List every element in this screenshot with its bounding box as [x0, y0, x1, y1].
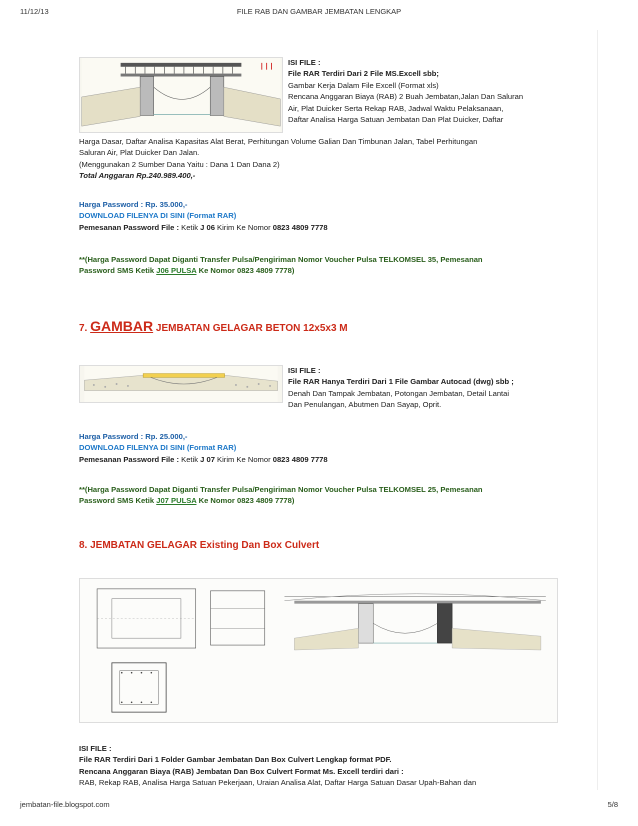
bridge-section-drawing [80, 58, 282, 132]
note-text: Password SMS Ketik [79, 266, 157, 276]
download-link[interactable]: DOWNLOAD FILENYA DI SINI (Format RAR) [79, 211, 237, 221]
header-date: 11/12/13 [20, 7, 49, 16]
pesan-text: Kirim Ke Nomor [214, 454, 273, 464]
pulsa-link[interactable]: J07 PULSA [156, 496, 197, 506]
section7-title [79, 318, 348, 334]
harga-password: Harga Password : Rp. 35.000,- [79, 200, 188, 209]
pesan-code: J 06 [200, 222, 215, 232]
section8-isi-file [79, 743, 559, 789]
section7-isi-file [288, 365, 588, 411]
isi-file-line: Denah Dan Tampak Jembatan, Potongan Jembatan, Detail Lantai [288, 388, 510, 398]
title-rest: JEMBATAN GELAGAR BETON 12x5x3 M [153, 323, 348, 334]
harga-password: Harga Password : Rp. 25.000,- [79, 432, 188, 441]
pesan-label: Pemesanan Password File : [79, 222, 182, 232]
title-keyword: GAMBAR [90, 318, 154, 334]
total-anggaran: Total Anggaran Rp.240.989.400,- [79, 171, 196, 181]
isi-file-label: ISI FILE : [288, 58, 321, 67]
page-divider [597, 30, 598, 790]
section6-isi-file [288, 57, 588, 125]
pesan-nomor: 0823 4809 7778 [272, 454, 328, 464]
body-line: Harga Dasar, Daftar Analisa Kapasitas Alat Berat, Perhitungan Volume Galian Dan Timbunan Jalan, Tabel Perhitungan [79, 137, 478, 146]
isi-file-line: Dan Penulangan, Abutmen Dan Sayap, Oprit. [288, 400, 442, 410]
isi-file-label: ISI FILE : [288, 366, 321, 375]
box-culvert-drawing [80, 579, 557, 722]
isi-file-line: RAB, Rekap RAB, Analisa Harga Satuan Pekerjaan, Uraian Analisa Alat, Daftar Harga Satuan Dasar Upah-Bahan dan [79, 778, 477, 788]
isi-file-line: Air, Plat Duicker Serta Rekap RAB, Jadwal Waktu Pelaksanaan, [288, 103, 504, 113]
section6-purchase [79, 199, 559, 233]
section8-title: 8. JEMBATAN GELAGAR Existing Dan Box Culvert [79, 540, 320, 551]
girder-bridge-drawing [80, 366, 282, 402]
section6-body [79, 136, 559, 182]
pesan-text: Ketik [181, 222, 201, 232]
bridge-drawing-image-7 [79, 365, 283, 403]
bridge-drawing-image-6 [79, 57, 283, 133]
note-text: Ke Nomor 0823 4809 7778) [196, 496, 295, 506]
isi-file-line: Rencana Anggaran Biaya (RAB) Jembatan Dan Box Culvert Format Ms. Excell terdiri dari : [79, 766, 404, 776]
section7-note [79, 484, 559, 507]
section6-note [79, 254, 559, 277]
isi-file-line: Daftar Analisa Harga Satuan Jembatan Dan Plat Duicker, Daftar [288, 115, 504, 125]
culvert-drawing-image-8 [79, 578, 558, 723]
note-line: **(Harga Password Dapat Diganti Transfer Pulsa/Pengiriman Nomor Voucher Pulsa TELKOMSEL 35, Pemesanan [79, 255, 483, 264]
section-number: 7. [79, 323, 91, 334]
body-line: Saluran Air, Plat Duicker Dan Jalan. [79, 148, 200, 158]
section7-purchase [79, 431, 559, 465]
download-link[interactable]: DOWNLOAD FILENYA DI SINI (Format RAR) [79, 443, 237, 453]
header-title: FILE RAB DAN GAMBAR JEMBATAN LENGKAP [236, 7, 402, 16]
note-line: **(Harga Password Dapat Diganti Transfer Pulsa/Pengiriman Nomor Voucher Pulsa TELKOMSEL 25, Pemesanan [79, 485, 483, 494]
isi-file-line: File RAR Terdiri Dari 1 Folder Gambar Jembatan Dan Box Culvert Lengkap format PDF. [79, 755, 392, 765]
isi-file-line: Gambar Kerja Dalam File Excell (Format xls) [288, 80, 439, 90]
pesan-nomor: 0823 4809 7778 [272, 222, 328, 232]
note-text: Ke Nomor 0823 4809 7778) [196, 266, 295, 276]
footer-url: jembatan-file.blogspot.com [20, 800, 110, 809]
isi-file-line: File RAR Terdiri Dari 2 File MS.Excell sbb; [288, 69, 439, 79]
footer-page-number: 5/8 [607, 800, 618, 809]
pesan-text: Kirim Ke Nomor [214, 222, 273, 232]
isi-file-label: ISI FILE : [79, 744, 112, 753]
pesan-label: Pemesanan Password File : [79, 454, 182, 464]
pesan-text: Ketik [181, 454, 201, 464]
isi-file-line: Rencana Anggaran Biaya (RAB) 2 Buah Jembatan,Jalan Dan Saluran [288, 92, 524, 102]
note-text: Password SMS Ketik [79, 496, 157, 506]
pesan-code: J 07 [200, 454, 215, 464]
pulsa-link[interactable]: J06 PULSA [156, 266, 197, 276]
body-line: (Menggunakan 2 Sumber Dana Yaitu : Dana 1 Dan Dana 2) [79, 159, 280, 169]
isi-file-line: File RAR Hanya Terdiri Dari 1 File Gambar Autocad (dwg) sbb ; [288, 377, 514, 387]
